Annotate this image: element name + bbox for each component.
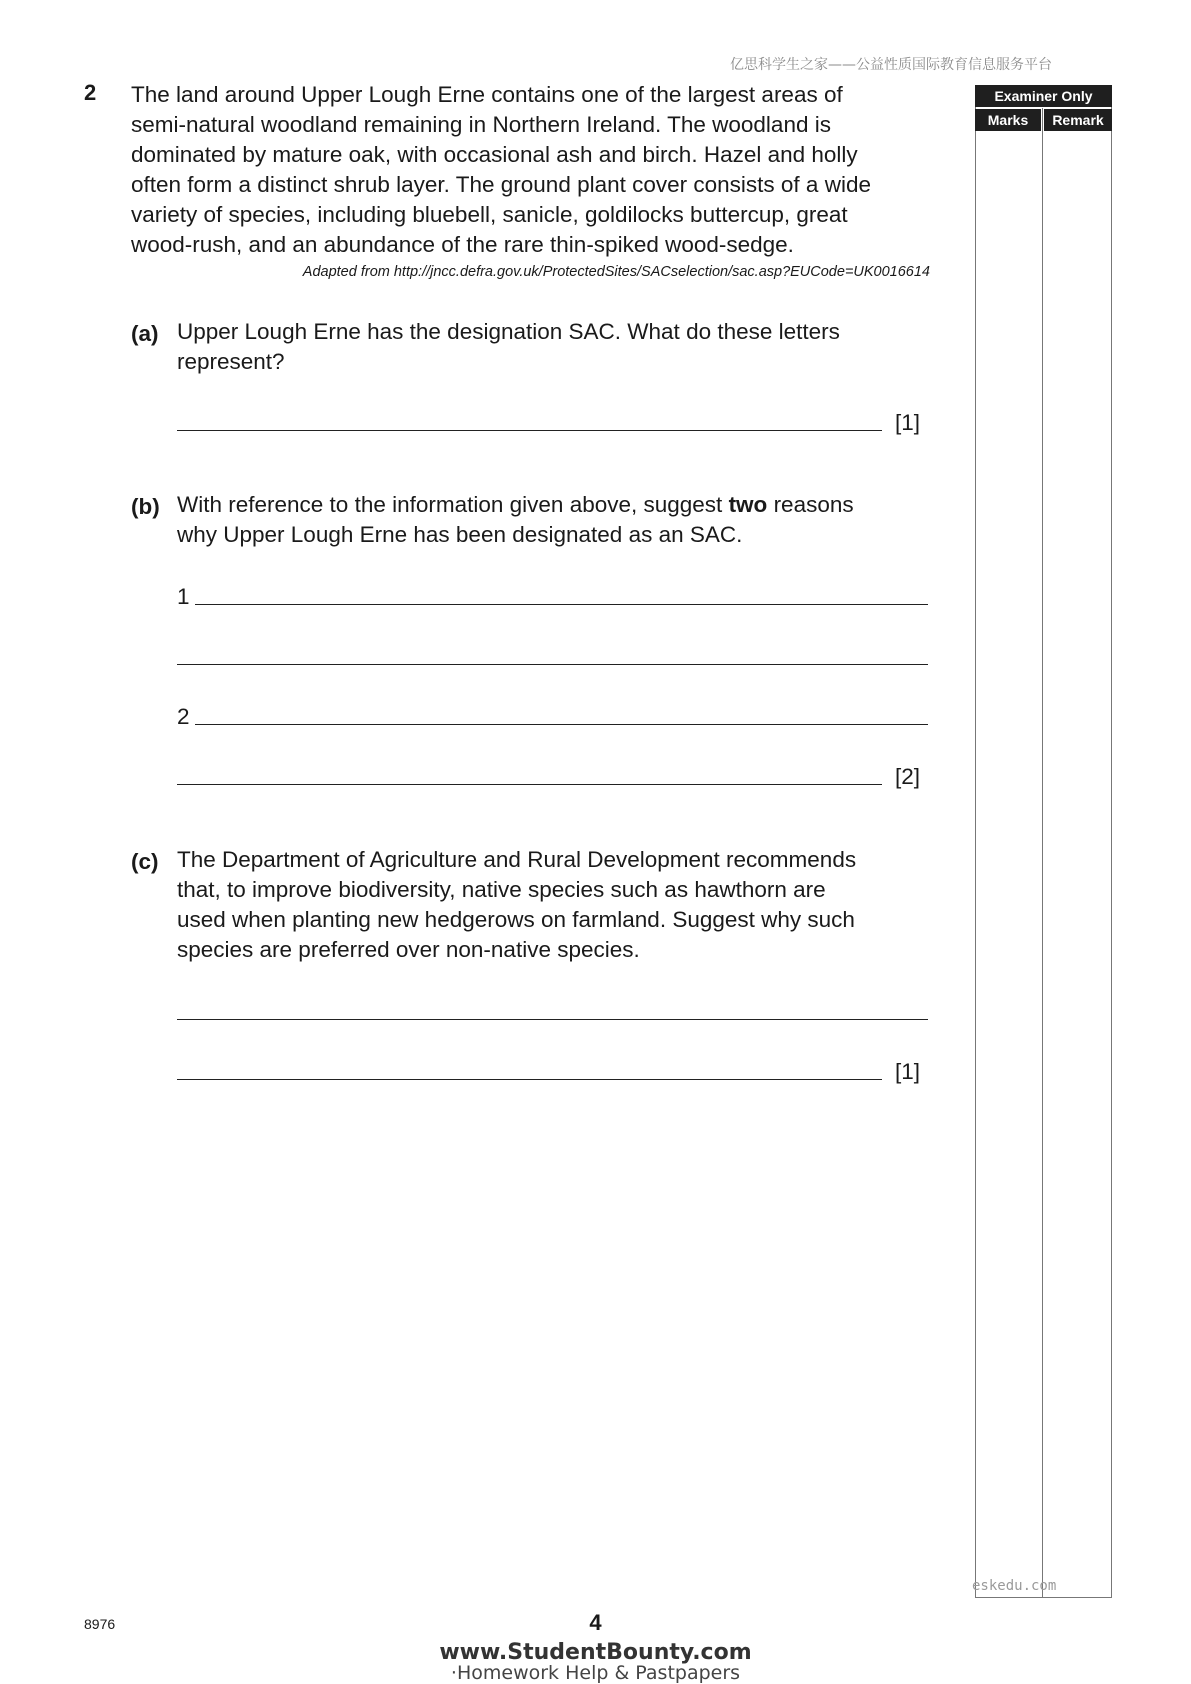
- part-a-question: [177, 317, 937, 377]
- mark-c: [1]: [895, 1059, 921, 1084]
- marks-column-header: Marks: [975, 109, 1041, 131]
- examiner-column-divider: [1042, 108, 1043, 1598]
- answer-line-a[interactable]: [177, 430, 882, 431]
- part-b-text-post: reasons: [767, 492, 854, 517]
- part-a-line: Upper Lough Erne has the designation SAC. What do these letters: [177, 319, 840, 344]
- part-c-line: species are preferred over non-native species.: [177, 937, 640, 962]
- intro-line: variety of species, including bluebell, sanicle, goldilocks buttercup, great: [131, 202, 848, 227]
- part-a-line: represent?: [177, 349, 285, 374]
- part-c-line: that, to improve biodiversity, native species such as hawthorn are: [177, 877, 826, 902]
- examiner-box: [975, 85, 1112, 1598]
- part-a-label: (a): [131, 321, 159, 346]
- page-number: 4: [589, 1610, 602, 1635]
- answer-line-b2[interactable]: [195, 724, 928, 725]
- part-b-text-bold: two: [728, 492, 768, 517]
- part-c-line: The Department of Agriculture and Rural Development recommends: [177, 847, 857, 872]
- part-c-question: [177, 845, 937, 965]
- answer-line-b1[interactable]: [195, 604, 928, 605]
- paper-code: 8976: [84, 1616, 116, 1632]
- source-citation: Adapted from http://jncc.defra.gov.uk/ProtectedSites/SACselection/sac.asp?EUCode=UK0016614: [302, 264, 930, 280]
- answer-number-1: 1: [177, 584, 190, 609]
- answer-line-c2[interactable]: [177, 1079, 882, 1080]
- answer-number-2: 2: [177, 704, 190, 729]
- studentbounty-url: www.StudentBounty.com: [439, 1640, 752, 1665]
- remark-column-header: Remark: [1044, 109, 1112, 131]
- answer-line-b1-cont[interactable]: [177, 664, 928, 665]
- part-c-label: (c): [131, 849, 159, 874]
- part-b-line: [177, 490, 937, 520]
- studentbounty-tagline: ·Homework Help & Pastpapers: [450, 1662, 741, 1684]
- eskedu-watermark: eskedu.com: [972, 1578, 1057, 1594]
- part-b-line: why Upper Lough Erne has been designated as an SAC.: [177, 522, 743, 547]
- answer-line-c1[interactable]: [177, 1019, 928, 1020]
- part-b-label: (b): [131, 494, 160, 519]
- question-number: 2: [84, 80, 97, 105]
- mark-a: [1]: [895, 410, 921, 435]
- mark-b: [2]: [895, 764, 921, 789]
- intro-line: wood-rush, and an abundance of the rare thin-spiked wood-sedge.: [131, 232, 794, 257]
- intro-line: dominated by mature oak, with occasional ash and birch. Hazel and holly: [131, 142, 858, 167]
- top-watermark: 亿思科学生之家——公益性质国际教育信息服务平台: [730, 57, 1052, 73]
- intro-line: semi-natural woodland remaining in Northern Ireland. The woodland is: [131, 112, 831, 137]
- question-intro: [131, 80, 951, 260]
- examiner-only-header: Examiner Only: [975, 85, 1112, 107]
- part-b-text-pre: With reference to the information given above, suggest: [177, 492, 729, 517]
- part-c-line: used when planting new hedgerows on farmland. Suggest why such: [177, 907, 855, 932]
- part-b-question: [177, 490, 937, 550]
- intro-line: The land around Upper Lough Erne contains one of the largest areas of: [131, 82, 843, 107]
- intro-line: often form a distinct shrub layer. The ground plant cover consists of a wide: [131, 172, 871, 197]
- answer-line-b2-cont[interactable]: [177, 784, 882, 785]
